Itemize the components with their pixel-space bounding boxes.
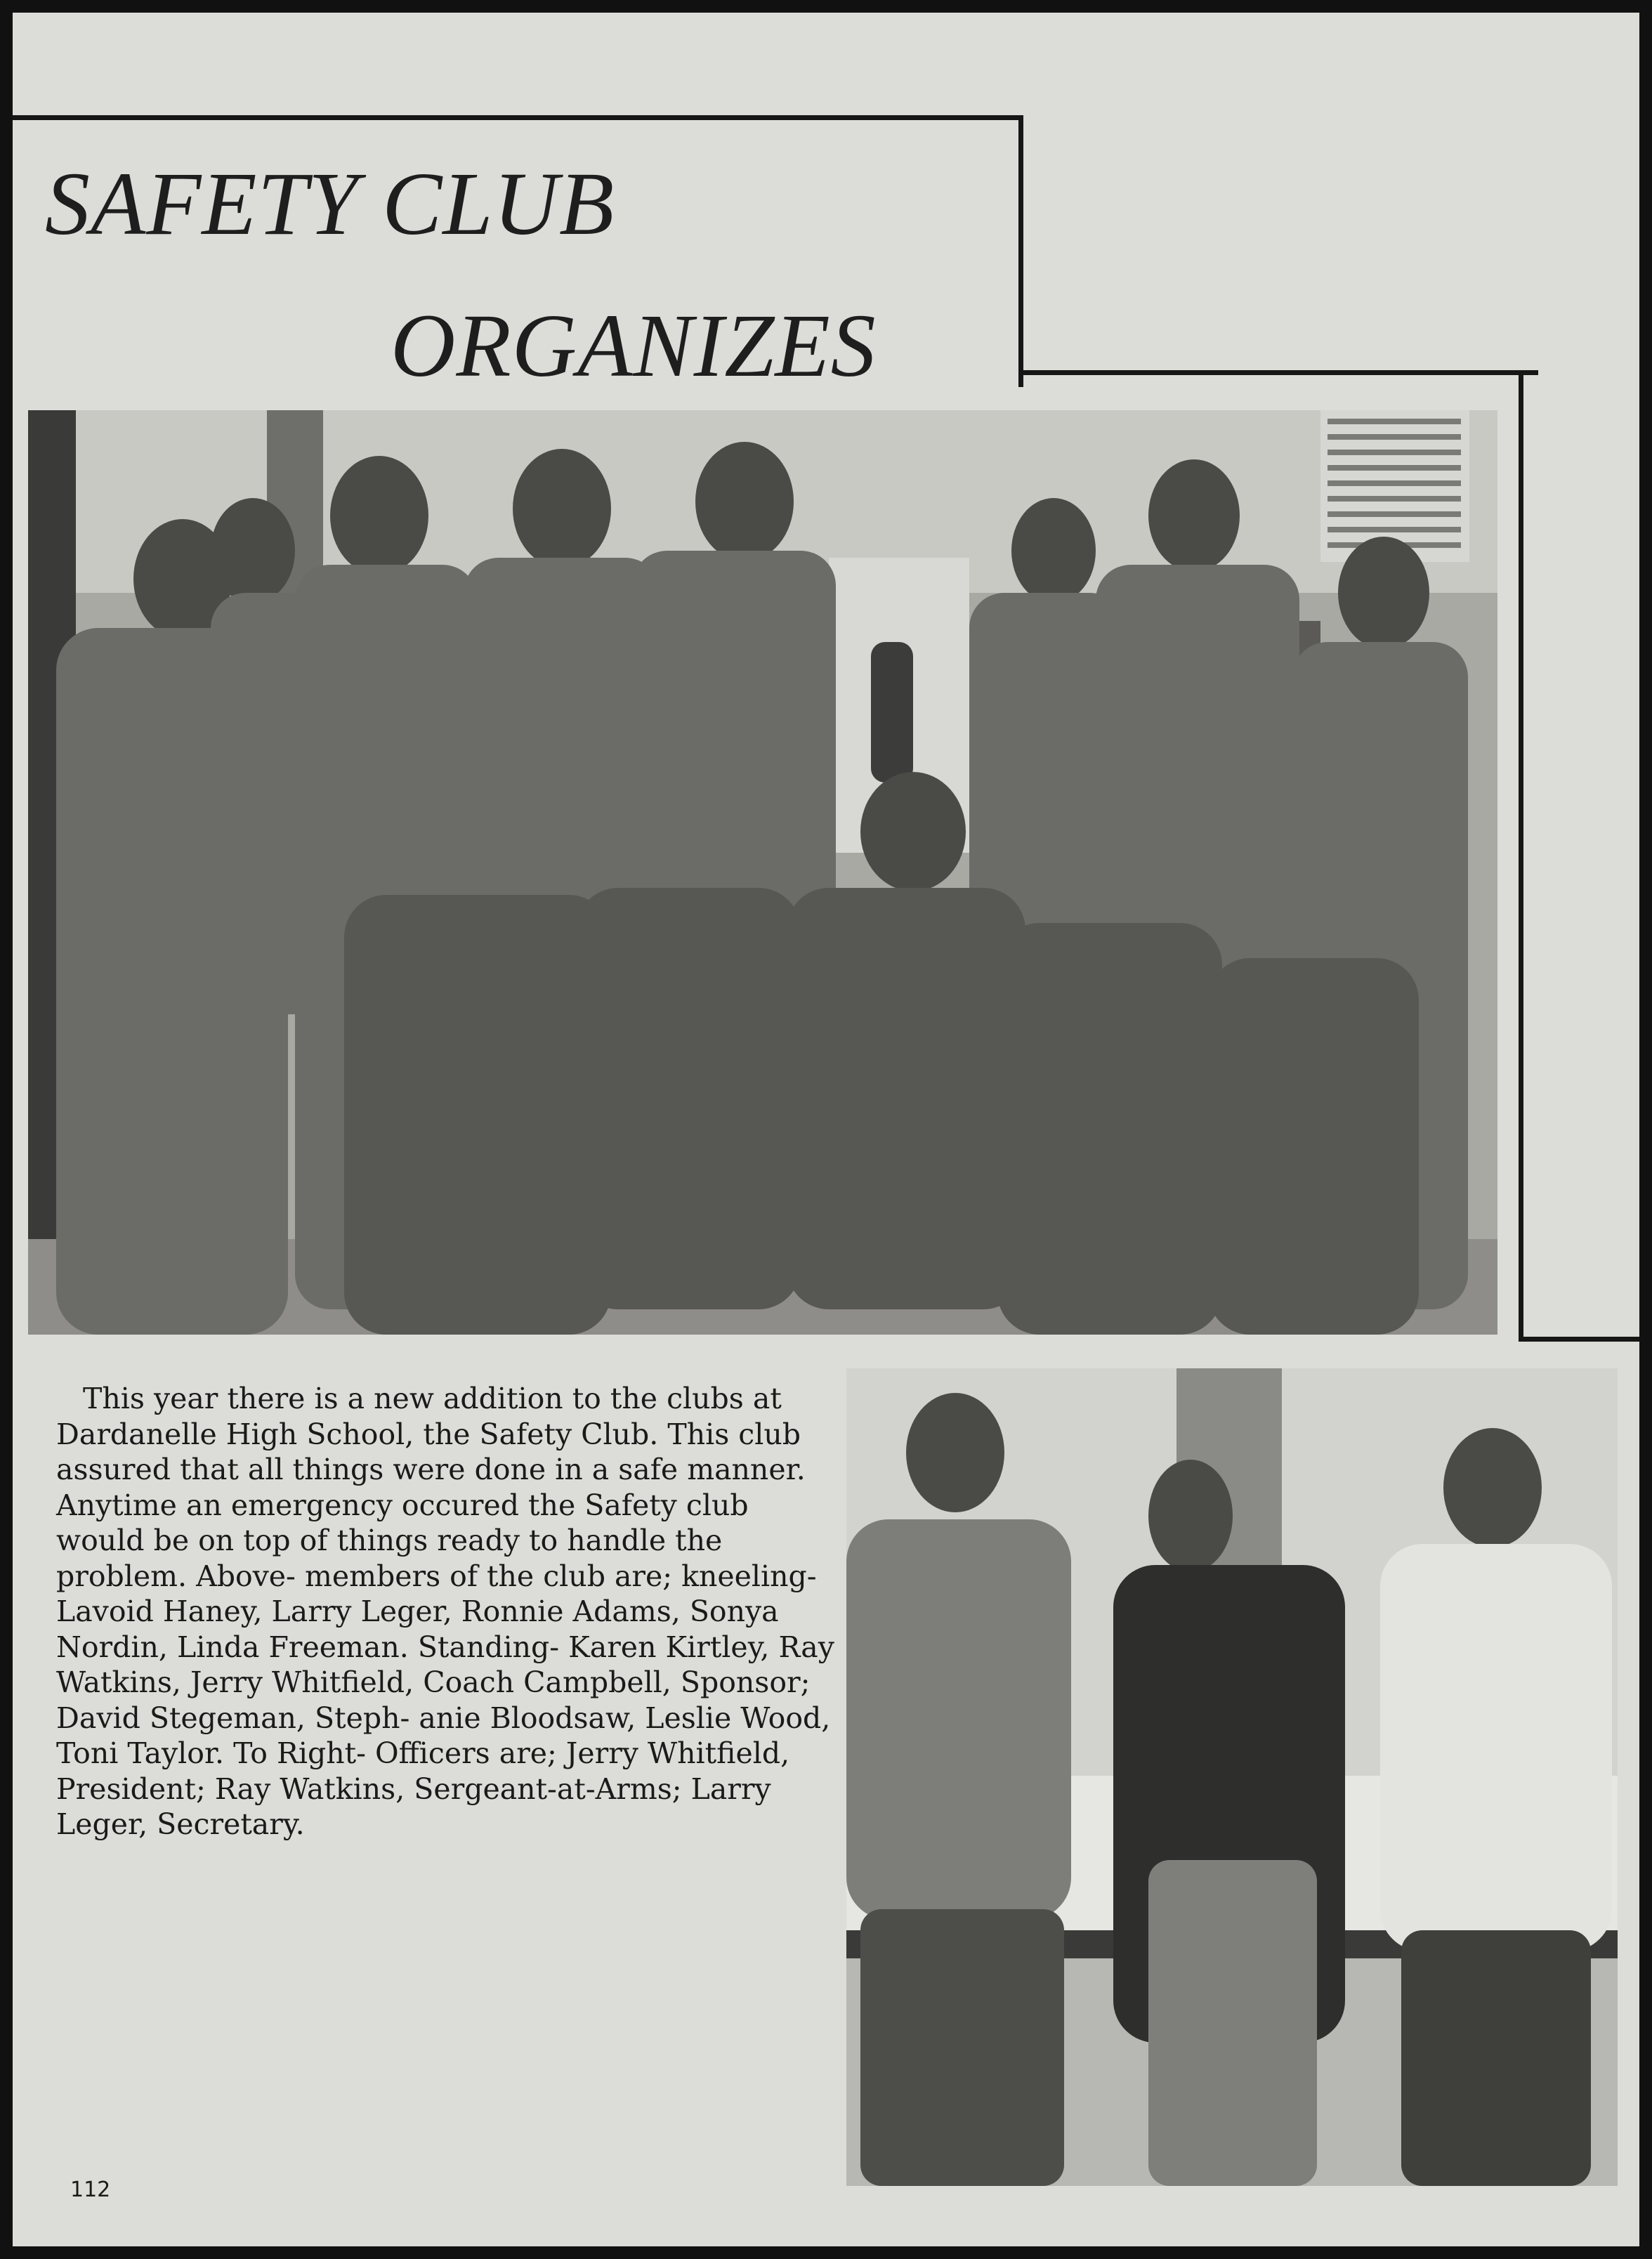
yearbook-page xyxy=(13,13,1639,2246)
page-number: 112 xyxy=(70,2178,111,2202)
headline-line-1: SAFETY CLUB xyxy=(45,154,615,254)
officers-photo xyxy=(846,1368,1618,2186)
headline-line-2: ORGANIZES xyxy=(391,296,877,395)
group-photo xyxy=(28,410,1497,1335)
caption-text: This year there is a new addition to the clubs at Dardanelle High School, the Safety Club. This club assured that all things were done in a safe manner. Anytime an emergency occured the Safety club would be on top of things ready to handle the problem. Above- members of the club are; kneeling- Lavoid Haney, Larry Leger, Ronnie Adams, Sonya Nordin, Linda Freeman. Standing- Karen Kirtley, Ray Watkins, Jerry Whitfield, Coach Campbell, Sponsor; David Stegeman, Steph- anie Bloodsaw, Leslie Wood, Toni Taylor. To Right- Officers are; Jerry Whitfield, President; Ray Watkins, Sergeant-at-Arms; Larry Leger, Secretary. xyxy=(56,1382,834,1841)
